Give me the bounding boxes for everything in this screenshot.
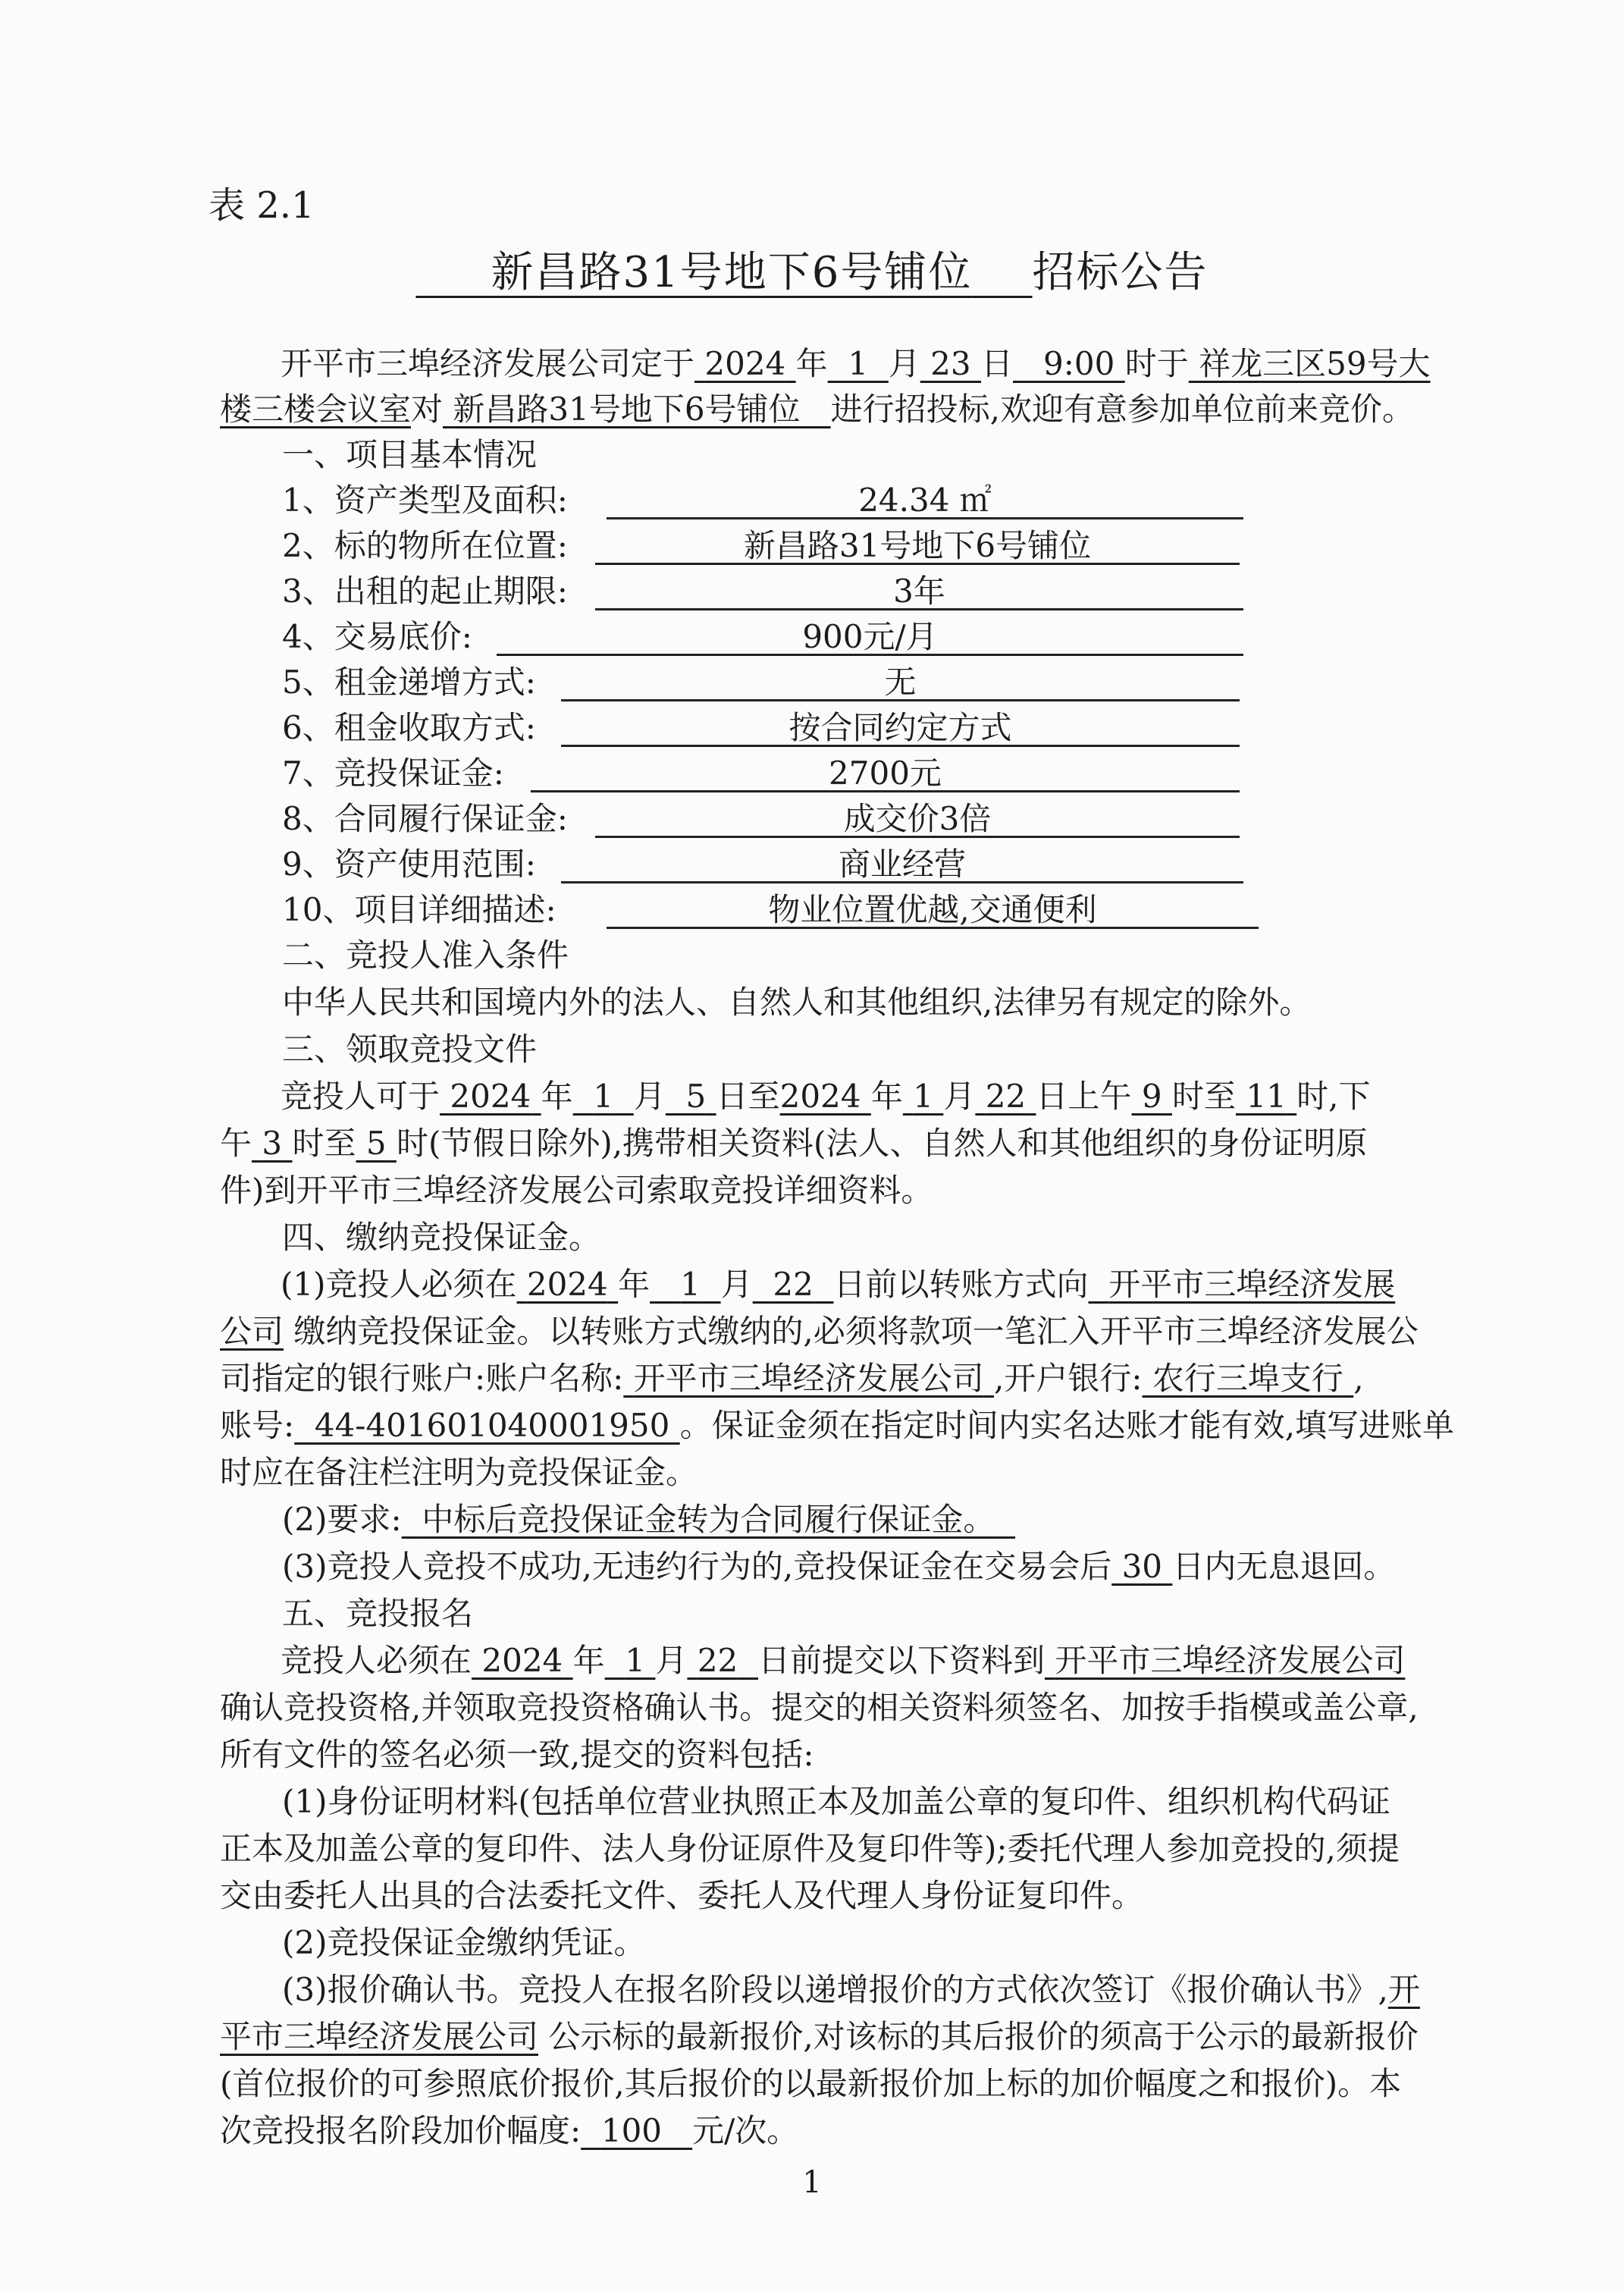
section-5-item-3-line-4 [220, 2108, 1503, 2154]
bank-name [1143, 1360, 1354, 1397]
section-5-item-1-line-1: (1)身份证明材料(包括单位营业执照正本及加盖公章的复印件、组织机构代码证 [282, 1783, 1390, 1820]
quote-company-1: 开 [1387, 1971, 1420, 2008]
price-increment [581, 2112, 692, 2149]
text: 年 [870, 1078, 903, 1115]
pickup-hour-4 [356, 1125, 396, 1162]
pickup-end-day [975, 1078, 1036, 1115]
text: 2024 [704, 345, 786, 382]
text: 司指定的银行账户:账户名称: [220, 1360, 624, 1397]
title-subject-text: 新昌路31号地下6号铺位 [491, 248, 973, 297]
text: 时至 [292, 1125, 356, 1162]
refund-days [1111, 1548, 1172, 1585]
requirement-text [402, 1501, 1015, 1538]
title-subject [415, 248, 1032, 297]
intro-day [920, 345, 981, 382]
item-value-7: 2700元 [531, 751, 1240, 792]
item-value-1: 24.34 ㎡ [607, 478, 1243, 519]
text: (1)竞投人必须在 [281, 1266, 517, 1303]
text: (3)报价确认书。竞投人在报名阶段以递增报价的方式依次签订《报价确认书》, [282, 1971, 1388, 2008]
text: 次竞投报名阶段加价幅度: [220, 2112, 582, 2149]
text: 午 [220, 1125, 252, 1162]
section-5-line-3: 所有文件的签名必须一致,提交的资料包括: [220, 1736, 814, 1773]
item-value-10: 物业位置优越,交通便利 [607, 887, 1259, 929]
text: 1 [848, 345, 869, 382]
signup-day [687, 1642, 758, 1679]
text: 11 [1246, 1078, 1287, 1115]
pickup-end-year [780, 1078, 871, 1115]
section-2-heading: 二、竞投人准入条件 [282, 937, 569, 974]
item-value-3: 3年 [595, 569, 1243, 610]
item-label-1: 1、资产类型及面积: [282, 482, 568, 519]
text: 22 [985, 1078, 1027, 1115]
text: 9 [1141, 1078, 1162, 1115]
text: 日前以转账方式向 [833, 1266, 1089, 1303]
text: 23 [930, 345, 971, 382]
item-label-2: 2、标的物所在位置: [282, 527, 568, 564]
text: 9:00 [1043, 345, 1115, 382]
text: 日 [980, 345, 1013, 382]
deposit-company-1 [1089, 1266, 1396, 1303]
intro-year [694, 345, 796, 382]
text: 开平市三埠经济发展公司 [1055, 1642, 1406, 1679]
text: 年 [618, 1266, 651, 1303]
deposit-company-2: 公司 [220, 1313, 284, 1350]
text: , [1353, 1360, 1364, 1397]
text: 时(节假日除外),携带相关资料(法人、自然人和其他组织的身份证明原 [396, 1125, 1368, 1162]
text: 30 [1121, 1548, 1163, 1585]
text: 日内无息退回。 [1172, 1548, 1396, 1585]
section-4-line-4 [220, 1403, 1503, 1448]
text: 100 [600, 2112, 663, 2149]
text: 时,下 [1296, 1078, 1371, 1115]
section-3-line-1 [220, 1074, 1503, 1119]
signup-company [1045, 1642, 1405, 1679]
text: 月 [655, 1642, 688, 1679]
section-4-line-5: 时应在备注栏注明为竞投保证金。 [220, 1454, 698, 1491]
pickup-end-month [903, 1078, 943, 1115]
item-value-9: 商业经营 [561, 842, 1243, 883]
text: 开平市三埠经济发展公司定于 [281, 345, 695, 382]
item-label-9: 9、资产使用范围: [282, 846, 536, 883]
intro-place-2: 楼三楼会议室 [220, 391, 412, 428]
page-title [0, 239, 1624, 300]
text: 竞投人可于 [281, 1078, 440, 1115]
text: 元/次。 [692, 2112, 799, 2149]
text: 1 [680, 1266, 701, 1303]
text: 公示标的最新报价,对该标的其后报价的须高于公示的最新报价 [548, 2018, 1419, 2055]
text: 5 [685, 1078, 707, 1115]
table-number: 表 2.1 [208, 184, 315, 227]
section-4-line-3 [220, 1356, 1503, 1401]
section-5-line-2: 确认竞投资格,并领取竞投资格确认书。提交的相关资料须签名、加按手指模或盖公章, [220, 1689, 1419, 1726]
title-suffix: 招标公告 [1032, 248, 1209, 297]
section-4-refund [282, 1544, 1503, 1590]
text: 月 [943, 1078, 976, 1115]
pickup-hour-2 [1236, 1078, 1296, 1115]
section-4-requirement [282, 1497, 1503, 1543]
text: 开平市三埠经济发展 [1108, 1266, 1396, 1303]
section-5-item-3-line-1 [282, 1967, 1503, 2013]
item-value-8: 成交价3倍 [595, 796, 1240, 838]
intro-line-2 [220, 387, 1503, 432]
pickup-hour-1 [1132, 1078, 1172, 1115]
intro-time [1013, 345, 1125, 382]
text: 3 [262, 1125, 283, 1162]
section-3-line-3: 件)到开平市三埠经济发展公司索取竞投详细资料。 [220, 1172, 933, 1209]
text: 月 [888, 345, 920, 382]
text: 时至 [1171, 1078, 1236, 1115]
text: 账号: [220, 1407, 295, 1444]
text: 开平市三埠经济发展公司 [633, 1360, 984, 1397]
text: 农行三埠支行 [1152, 1360, 1343, 1397]
item-label-7: 7、竞投保证金: [282, 755, 504, 792]
section-5-item-2: (2)竞投保证金缴纳凭证。 [282, 1924, 646, 1961]
section-2-text: 中华人民共和国境内外的法人、自然人和其他组织,法律另有规定的除外。 [282, 984, 1312, 1021]
account-number [294, 1407, 680, 1444]
text: 年 [541, 1078, 573, 1115]
pickup-hour-3 [252, 1125, 292, 1162]
deposit-day [753, 1266, 834, 1303]
text: 缴纳竞投保证金。以转账方式缴纳的,必须将款项一笔汇入开平市三埠经济发展公 [293, 1313, 1419, 1350]
signup-year [472, 1642, 573, 1679]
text: 日至 [716, 1078, 780, 1115]
text: 。保证金须在指定时间内实名达账才能有效,填写进账单 [679, 1407, 1455, 1444]
pickup-start-year [440, 1078, 541, 1115]
deposit-month [650, 1266, 721, 1303]
item-label-4: 4、交易底价: [282, 618, 472, 655]
text: 2024 [526, 1266, 608, 1303]
text: (3)竞投人竞投不成功,无违约行为的,竞投保证金在交易会后 [282, 1548, 1112, 1585]
pickup-start-day [666, 1078, 716, 1115]
section-4-line-1 [220, 1262, 1503, 1307]
section-5-item-1-line-3: 交由委托人出具的合法委托文件、委托人及代理人身份证复印件。 [220, 1877, 1144, 1914]
item-value-5: 无 [561, 660, 1240, 701]
text: (2)要求: [282, 1501, 402, 1538]
text: ,开户银行: [994, 1360, 1143, 1397]
text: 对 [411, 391, 444, 428]
text: 新昌路31号地下6号铺位 [453, 391, 801, 428]
text: 1 [593, 1078, 614, 1115]
text: 1 [625, 1642, 646, 1679]
text: 2024 [779, 1078, 861, 1115]
text: 日上午 [1036, 1078, 1132, 1115]
quote-company-2: 平市三埠经济发展公司 [220, 2018, 539, 2055]
section-5-item-3-line-3: (首位报价的可参照底价报价,其后报价的以最新报价加上标的加价幅度之和报价)。本 [220, 2065, 1402, 2102]
text: 中标后竞投保证金转为合同履行保证金。 [422, 1501, 995, 1538]
text: 1 [913, 1078, 933, 1115]
section-3-heading: 三、领取竞投文件 [282, 1031, 538, 1068]
text: 2024 [481, 1642, 563, 1679]
intro-month [828, 345, 889, 382]
item-value-6: 按合同约定方式 [561, 705, 1240, 747]
section-5-heading: 五、竞投报名 [282, 1595, 474, 1632]
page-number: 1 [802, 2165, 822, 2200]
section-5-item-1-line-2: 正本及加盖公章的复印件、法人身份证原件及复印件等);委托代理人参加竞投的,须提 [220, 1830, 1400, 1867]
text: 年 [795, 345, 828, 382]
text: 进行招投标,欢迎有意参加单位前来竞价。 [830, 391, 1414, 428]
item-value-4: 900元/月 [497, 614, 1243, 656]
section-1-heading: 一、项目基本情况 [282, 436, 538, 473]
item-value-2: 新昌路31号地下6号铺位 [595, 523, 1240, 565]
text: 22 [697, 1642, 738, 1679]
section-4-line-2 [220, 1309, 1503, 1354]
text: 日前提交以下资料到 [757, 1642, 1045, 1679]
deposit-year [517, 1266, 619, 1303]
section-5-item-3-line-2 [220, 2014, 1503, 2060]
item-label-3: 3、出租的起止期限: [282, 573, 568, 610]
item-label-8: 8、合同履行保证金: [282, 800, 568, 837]
text: 月 [633, 1078, 666, 1115]
intro-line-1 [220, 341, 1503, 387]
text: 竞投人必须在 [281, 1642, 472, 1679]
text: 22 [773, 1266, 814, 1303]
item-label-10: 10、项目详细描述: [282, 891, 556, 928]
text: 2024 [450, 1078, 531, 1115]
signup-month [605, 1642, 656, 1679]
section-4-heading: 四、缴纳竞投保证金。 [282, 1219, 601, 1256]
intro-subject [443, 391, 831, 428]
section-3-line-2 [220, 1121, 1503, 1166]
pickup-start-month [573, 1078, 634, 1115]
text: 5 [365, 1125, 387, 1162]
item-label-6: 6、租金收取方式: [282, 709, 536, 746]
item-label-5: 5、租金递增方式: [282, 664, 536, 701]
text: 时于 [1124, 345, 1189, 382]
account-name [623, 1360, 994, 1397]
text: 祥龙三区59号大 [1199, 345, 1431, 382]
section-5-line-1 [220, 1638, 1503, 1684]
text: 44-401601040001950 [314, 1407, 670, 1444]
intro-place-1 [1189, 345, 1431, 382]
text: 月 [720, 1266, 753, 1303]
text: 年 [572, 1642, 605, 1679]
